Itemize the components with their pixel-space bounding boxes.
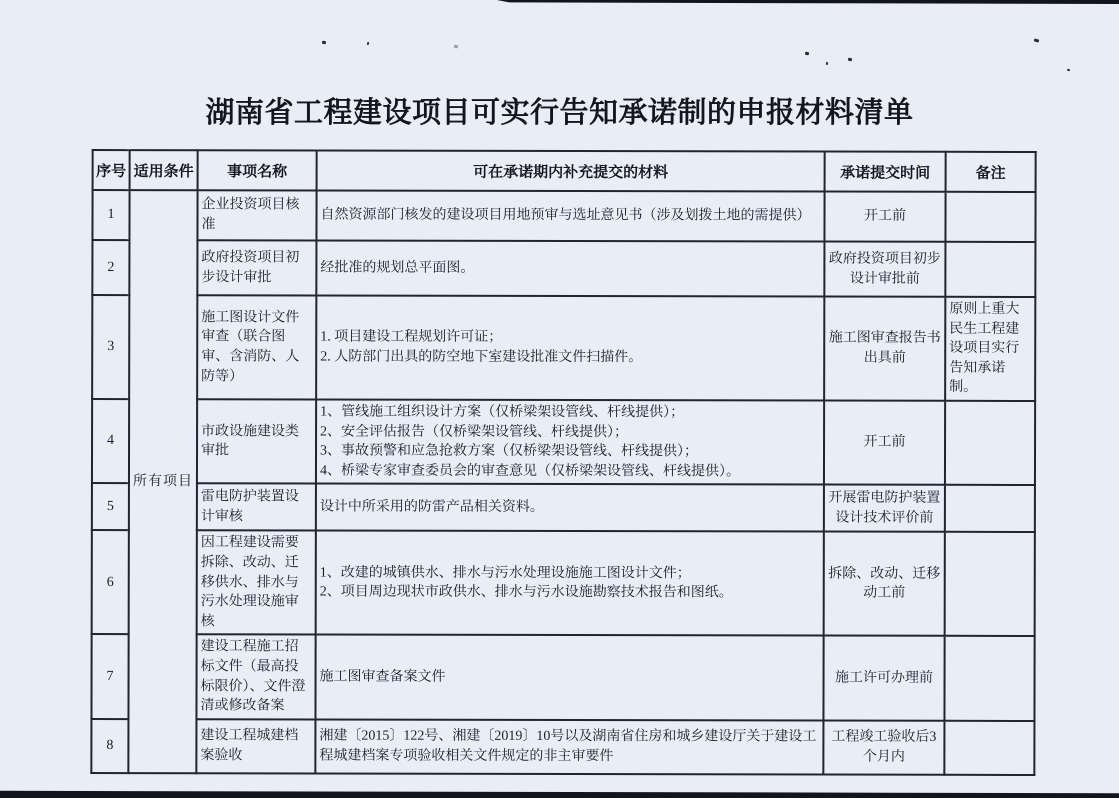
header-commit-time: 承诺提交时间 — [825, 152, 946, 192]
table-row — [92, 483, 1035, 532]
header-row — [93, 150, 1036, 192]
remark-cell — [945, 401, 1035, 486]
materials-table — [90, 149, 1036, 776]
row-number-cell: 1 — [92, 190, 129, 240]
row-number-cell: 4 — [92, 399, 129, 483]
commit-time-cell: 开展雷电防护装置设计技术评价前 — [824, 485, 945, 532]
table-row — [92, 190, 1035, 242]
header-condition: 适用条件 — [130, 150, 198, 190]
materials-cell: 施工图审查备案文件 — [315, 635, 823, 720]
commit-time-cell: 施工许可办理前 — [823, 636, 944, 721]
commit-time-cell: 施工图审查报告书出具前 — [824, 297, 945, 401]
table-row — [91, 719, 1034, 775]
commit-time-cell: 工程竣工验收后3个月内 — [823, 720, 944, 774]
remark-cell: 原则上重大民生工程建设项目实行告知承诺制。 — [945, 297, 1035, 401]
remark-cell — [945, 485, 1035, 532]
item-name-cell: 雷电防护装置设计审核 — [197, 484, 316, 531]
scan-speck — [367, 42, 370, 45]
header-remark: 备注 — [946, 152, 1036, 192]
scan-speck — [848, 58, 853, 62]
commit-time-cell: 开工前 — [824, 192, 945, 242]
row-number-cell: 3 — [92, 295, 129, 399]
materials-cell: 湘建〔2015〕122号、湘建〔2019〕10号以及湖南省住房和城乡建设厅关于建设工程城建档案专项验收相关文件规定的非主审要件 — [315, 719, 823, 774]
item-name-cell: 政府投资项目初步设计审批 — [197, 240, 316, 295]
table-row — [92, 399, 1035, 485]
remark-cell — [944, 636, 1034, 721]
scan-edge-top — [497, 0, 1119, 4]
item-name-cell: 建设工程城建档案验收 — [196, 719, 315, 773]
commit-time-cell: 拆除、改动、迁移动工前 — [824, 532, 945, 636]
scan-speck — [826, 62, 829, 65]
scan-speck — [1034, 38, 1040, 42]
remark-cell — [944, 720, 1034, 774]
commit-time-cell: 政府投资项目初步设计审批前 — [824, 242, 945, 297]
item-name-cell: 企业投资项目核准 — [197, 190, 316, 240]
table-row — [91, 634, 1034, 720]
item-name-cell: 施工图设计文件审查（联合图审、含消防、人防等） — [197, 295, 316, 399]
scan-edge-bottom — [0, 790, 1119, 798]
table-row — [92, 295, 1035, 401]
remark-cell — [945, 242, 1035, 297]
materials-cell: 1、管线施工组织设计方案（仅桥梁架设管线、杆线提供）； 2、安全评估报告（仅桥梁架设管线、杆线提供）； 3、事故预警和应急抢救方案（仅桥梁架设管线、杆线提供）； 4、桥梁专家审查委员会的审查意见（仅桥梁架设管线、杆线提供）。 — [316, 399, 824, 484]
materials-cell: 自然资源部门核发的建设项目用地预审与选址意见书（涉及划拨土地的需提供） — [316, 190, 824, 241]
scan-speck — [805, 52, 810, 56]
row-number-cell: 7 — [91, 634, 128, 718]
remark-cell — [945, 192, 1035, 242]
header-item-name: 事项名称 — [198, 150, 317, 190]
item-name-cell: 市政设施建设类审批 — [197, 399, 316, 484]
table-row — [92, 530, 1035, 636]
materials-cell: 设计中所采用的防雷产品相关资料。 — [316, 484, 824, 532]
row-number-cell: 8 — [91, 719, 128, 773]
materials-cell: 1、改建的城镇供水、排水与污水处理设施施工图设计文件； 2、项目周边现状市政供水、排水与污水设施勘察技术报告和图纸。 — [316, 531, 824, 636]
materials-cell: 1. 项目建设工程规划许可证； 2. 人防部门出具的防空地下室建设批准文件扫描件。 — [316, 295, 824, 400]
materials-cell: 经批准的规划总平面图。 — [316, 240, 824, 296]
row-number-cell: 6 — [92, 530, 129, 634]
scan-speck — [322, 41, 327, 45]
header-materials: 可在承诺期内补充提交的材料 — [317, 150, 825, 191]
condition-cell: 所有项目 — [128, 190, 197, 773]
document-title: 湖南省工程建设项目可实行告知承诺制的申报材料清单 — [205, 97, 914, 129]
scan-speck — [454, 45, 459, 49]
scan-speck — [1067, 69, 1070, 72]
row-number-cell: 2 — [92, 240, 129, 295]
item-name-cell: 建设工程施工招标文件（最高投标限价）、文件澄清或修改备案 — [196, 635, 315, 720]
remark-cell — [945, 532, 1035, 636]
item-name-cell: 因工程建设需要拆除、改动、迁移供水、排水与污水处理设施审核 — [197, 531, 316, 635]
row-number-cell: 5 — [92, 483, 129, 530]
header-seq-no: 序号 — [93, 150, 130, 190]
table-row — [92, 240, 1035, 297]
commit-time-cell: 开工前 — [824, 401, 945, 486]
